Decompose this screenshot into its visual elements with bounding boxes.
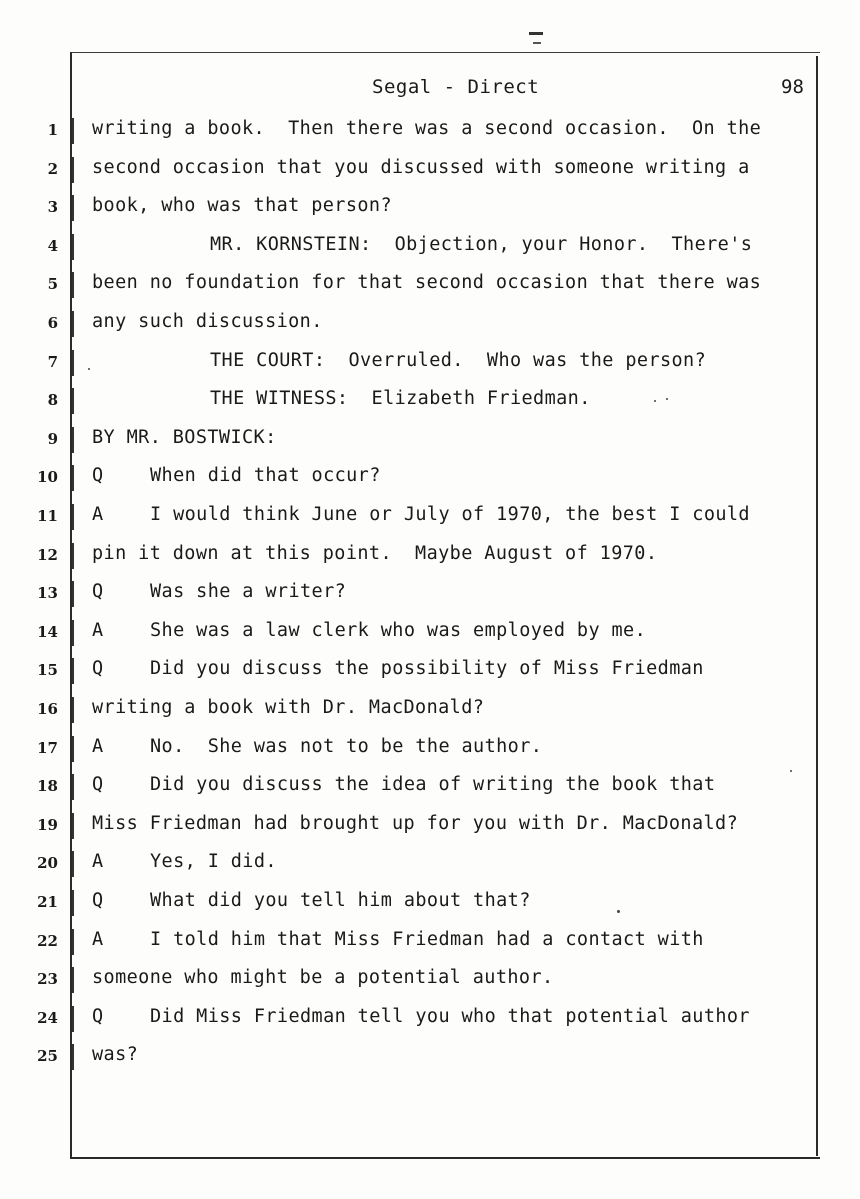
line-text: Did you discuss the possibility of Miss Friedman xyxy=(150,658,704,679)
margin-tick xyxy=(72,195,74,221)
margin-tick xyxy=(72,543,74,569)
line-text: Miss Friedman had brought up for you with Dr. MacDonald? xyxy=(92,813,739,834)
line-number: 11 xyxy=(37,507,58,525)
line-text: writing a book with Dr. MacDonald? xyxy=(92,697,485,718)
margin-tick xyxy=(72,350,74,376)
line-number: 15 xyxy=(37,661,58,679)
margin-tick xyxy=(72,465,74,491)
line-text: Yes, I did. xyxy=(150,851,277,872)
line-number: 22 xyxy=(37,932,58,950)
line-number: 2 xyxy=(47,160,58,178)
margin-tick xyxy=(72,581,74,607)
margin-tick xyxy=(72,272,74,298)
question-label: Q xyxy=(92,1006,104,1027)
transcript-line xyxy=(92,736,542,757)
transcript-line xyxy=(92,350,706,371)
line-number: 9 xyxy=(47,430,58,448)
transcript-line xyxy=(92,388,591,409)
transcript-line xyxy=(92,1006,750,1027)
scan-mark xyxy=(533,42,541,44)
line-number: 14 xyxy=(37,623,58,641)
line-text: I would think June or July of 1970, the best I could xyxy=(150,504,750,525)
margin-tick xyxy=(72,504,74,530)
line-text: Was she a writer? xyxy=(150,581,347,602)
transcript-line xyxy=(92,504,750,525)
line-text: MR. KORNSTEIN: Objection, your Honor. There's xyxy=(210,234,753,255)
line-number: 1 xyxy=(47,121,58,139)
transcript-line xyxy=(92,465,381,486)
margin-tick xyxy=(72,697,74,723)
line-number: 7 xyxy=(47,353,58,371)
transcript-line xyxy=(92,813,738,834)
question-label: Q xyxy=(92,890,104,911)
transcript-line xyxy=(92,929,704,950)
line-number: 5 xyxy=(47,275,58,293)
margin-tick xyxy=(72,234,74,260)
line-number: 25 xyxy=(37,1047,58,1065)
page-border-right xyxy=(816,56,818,1156)
line-number: 8 xyxy=(47,391,58,409)
transcript-line xyxy=(92,427,277,448)
line-text: been no foundation for that second occasion that there was xyxy=(92,272,762,293)
answer-label: A xyxy=(92,929,104,950)
scan-speck xyxy=(617,910,620,913)
margin-tick xyxy=(72,658,74,684)
margin-tick xyxy=(72,774,74,800)
scan-speck xyxy=(790,770,792,772)
answer-label: A xyxy=(92,504,104,525)
margin-tick xyxy=(72,813,74,839)
question-label: Q xyxy=(92,581,104,602)
scan-speck xyxy=(654,400,656,402)
line-number: 18 xyxy=(37,777,58,795)
transcript-line xyxy=(92,581,346,602)
line-text: She was a law clerk who was employed by me. xyxy=(150,620,647,641)
margin-tick xyxy=(72,890,74,916)
line-number: 4 xyxy=(47,237,58,255)
transcript-line xyxy=(92,234,752,255)
transcript-line xyxy=(92,967,554,988)
line-text: THE WITNESS: Elizabeth Friedman. xyxy=(210,388,591,409)
margin-tick xyxy=(72,427,74,453)
line-number: 17 xyxy=(37,739,58,757)
margin-tick xyxy=(72,851,74,877)
line-text: any such discussion. xyxy=(92,311,323,332)
line-number: 10 xyxy=(37,468,58,486)
line-number: 24 xyxy=(37,1009,58,1027)
transcript-line xyxy=(92,774,715,795)
line-text: Did Miss Friedman tell you who that potential author xyxy=(150,1006,750,1027)
line-text: I told him that Miss Friedman had a contact with xyxy=(150,929,704,950)
transcript-line xyxy=(92,890,531,911)
transcript-line xyxy=(92,543,657,564)
line-number: 3 xyxy=(47,198,58,216)
transcript-line xyxy=(92,697,484,718)
page-border xyxy=(70,52,820,1159)
line-text: Did you discuss the idea of writing the book that xyxy=(150,774,716,795)
line-text: No. She was not to be the author. xyxy=(150,736,543,757)
line-text: was? xyxy=(92,1044,139,1065)
answer-label: A xyxy=(92,736,104,757)
transcript-line xyxy=(92,658,704,679)
transcript-line xyxy=(92,157,750,178)
line-text: THE COURT: Overruled. Who was the person? xyxy=(210,350,707,371)
line-number: 21 xyxy=(37,893,58,911)
question-label: Q xyxy=(92,658,104,679)
transcript-line xyxy=(92,311,323,332)
line-number: 16 xyxy=(37,700,58,718)
line-number: 12 xyxy=(37,546,58,564)
line-number: 6 xyxy=(47,314,58,332)
line-number: 20 xyxy=(37,854,58,872)
transcript-line xyxy=(92,272,761,293)
margin-tick xyxy=(72,620,74,646)
transcript-line xyxy=(92,195,392,216)
line-text: BY MR. BOSTWICK: xyxy=(92,427,277,448)
question-label: Q xyxy=(92,774,104,795)
line-text: writing a book. Then there was a second occasion. On the xyxy=(92,118,762,139)
answer-label: A xyxy=(92,620,104,641)
transcript-line xyxy=(92,851,277,872)
line-text: second occasion that you discussed with someone writing a xyxy=(92,157,750,178)
line-number: 23 xyxy=(37,970,58,988)
line-text: What did you tell him about that? xyxy=(150,890,531,911)
transcript-line xyxy=(92,118,761,139)
page-number: 98 xyxy=(781,76,804,98)
page-header-title: Segal - Direct xyxy=(372,76,540,98)
line-number: 19 xyxy=(37,816,58,834)
margin-tick xyxy=(72,157,74,183)
transcript-line xyxy=(92,1044,138,1065)
line-text: When did that occur? xyxy=(150,465,381,486)
line-text: book, who was that person? xyxy=(92,195,392,216)
margin-tick xyxy=(72,118,74,144)
margin-tick xyxy=(72,736,74,762)
margin-tick xyxy=(72,967,74,993)
line-number: 13 xyxy=(37,584,58,602)
margin-tick xyxy=(72,311,74,337)
line-text: pin it down at this point. Maybe August of 1970. xyxy=(92,543,658,564)
scan-speck xyxy=(88,368,90,370)
line-text: someone who might be a potential author. xyxy=(92,967,554,988)
scan-speck xyxy=(666,398,668,400)
transcript-line xyxy=(92,620,646,641)
question-label: Q xyxy=(92,465,104,486)
margin-tick xyxy=(72,388,74,414)
margin-tick xyxy=(72,929,74,955)
answer-label: A xyxy=(92,851,104,872)
margin-tick xyxy=(72,1006,74,1032)
scan-mark xyxy=(529,32,543,35)
margin-tick xyxy=(72,1044,74,1070)
